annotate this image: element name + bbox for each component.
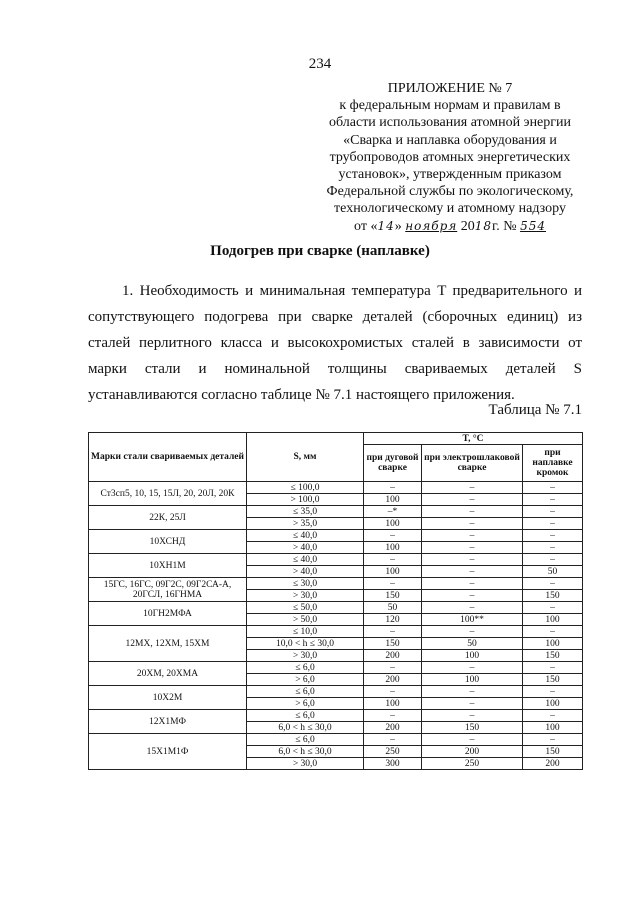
order-number: 554 <box>520 218 546 233</box>
table-row <box>89 734 583 746</box>
paragraph-text: 1. Необходимость и минимальная температура T предварительного и сопутствующего подогрева при сварке деталей (сборочных единиц) из сталей перлитного класса и высокохромистых сталей в зависимости от марки стали и номинальной толщины свариваемых деталей S устанавливаются согласно таблице № 7.1 настоящего приложения. <box>88 283 582 403</box>
cell-edge: – <box>523 602 583 614</box>
page-number: 234 <box>308 56 332 72</box>
cell-edge: – <box>523 686 583 698</box>
cell-electroslag: 100 <box>422 650 523 662</box>
cell-edge: 100 <box>523 614 583 626</box>
appendix-line: области использования атомной энергии <box>329 115 571 131</box>
appendix-line: к федеральным нормам и правилам в <box>339 98 561 114</box>
appendix-header <box>300 80 600 235</box>
cell-steel-grade: Ст3сп5, 10, 15, 15Л, 20, 20Л, 20К <box>89 482 247 506</box>
cell-s: > 35,0 <box>247 518 364 530</box>
cell-steel-grade: 10ГН2МФА <box>89 602 247 626</box>
cell-edge: 50 <box>523 566 583 578</box>
cell-edge: 150 <box>523 650 583 662</box>
body-paragraph <box>88 278 582 408</box>
cell-electroslag: 50 <box>422 638 523 650</box>
table-row <box>89 554 583 566</box>
cell-s: ≤ 40,0 <box>247 554 364 566</box>
order-reference: от «14» ноября 2018г. № 554 <box>354 218 546 234</box>
cell-electroslag: – <box>422 686 523 698</box>
cell-edge: – <box>523 734 583 746</box>
preheat-table <box>88 432 583 770</box>
cell-electroslag: – <box>422 542 523 554</box>
cell-steel-grade: 12Х1МФ <box>89 710 247 734</box>
cell-steel-grade: 22К, 25Л <box>89 506 247 530</box>
cell-arc: – <box>364 710 422 722</box>
cell-edge: 150 <box>523 674 583 686</box>
table-row <box>89 686 583 698</box>
cell-arc: –* <box>364 506 422 518</box>
cell-s: > 40,0 <box>247 566 364 578</box>
appendix-title: ПРИЛОЖЕНИЕ № 7 <box>387 81 513 96</box>
appendix-line: «Сварка и наплавка оборудования и <box>343 132 557 148</box>
cell-steel-grade: 10ХН1М <box>89 554 247 578</box>
table-row <box>89 530 583 542</box>
cell-electroslag: – <box>422 554 523 566</box>
cell-edge: 200 <box>523 758 583 770</box>
cell-s: > 50,0 <box>247 614 364 626</box>
cell-arc: 50 <box>364 602 422 614</box>
table-label: Таблица № 7.1 <box>488 402 582 418</box>
cell-arc: 100 <box>364 542 422 554</box>
cell-arc: 150 <box>364 590 422 602</box>
cell-edge: – <box>523 530 583 542</box>
cell-s: 10,0 < h ≤ 30,0 <box>247 638 364 650</box>
cell-electroslag: – <box>422 710 523 722</box>
cell-s: ≤ 30,0 <box>247 578 364 590</box>
table-row <box>89 506 583 518</box>
cell-edge: – <box>523 542 583 554</box>
cell-electroslag: – <box>422 518 523 530</box>
cell-electroslag: 100** <box>422 614 523 626</box>
cell-arc: – <box>364 578 422 590</box>
header-t: T, °C <box>364 433 583 445</box>
header-arc: при дуговой сварке <box>364 445 422 482</box>
cell-edge: – <box>523 662 583 674</box>
order-year: 18 <box>474 218 493 233</box>
cell-electroslag: 150 <box>422 722 523 734</box>
cell-s: ≤ 6,0 <box>247 710 364 722</box>
cell-electroslag: – <box>422 602 523 614</box>
cell-s: > 30,0 <box>247 758 364 770</box>
cell-steel-grade: 15Х1М1Ф <box>89 734 247 770</box>
cell-s: 6,0 < h ≤ 30,0 <box>247 746 364 758</box>
cell-arc: 100 <box>364 566 422 578</box>
cell-electroslag: – <box>422 482 523 494</box>
cell-steel-grade: 12МХ, 12ХМ, 15ХМ <box>89 626 247 662</box>
section-heading: Подогрев при сварке (наплавке) <box>210 243 430 259</box>
cell-steel-grade: 10ХСНД <box>89 530 247 554</box>
cell-arc: 100 <box>364 698 422 710</box>
table-row <box>89 578 583 590</box>
cell-arc: – <box>364 530 422 542</box>
cell-electroslag: 200 <box>422 746 523 758</box>
cell-edge: – <box>523 626 583 638</box>
appendix-line: трубопроводов атомных энергетических <box>329 149 571 165</box>
cell-arc: – <box>364 686 422 698</box>
cell-s: ≤ 6,0 <box>247 662 364 674</box>
cell-s: ≤ 40,0 <box>247 530 364 542</box>
cell-electroslag: – <box>422 698 523 710</box>
cell-s: > 40,0 <box>247 542 364 554</box>
cell-electroslag: – <box>422 494 523 506</box>
cell-electroslag: – <box>422 578 523 590</box>
cell-arc: 200 <box>364 650 422 662</box>
cell-arc: 150 <box>364 638 422 650</box>
cell-edge: 150 <box>523 590 583 602</box>
cell-edge: 100 <box>523 698 583 710</box>
cell-edge: – <box>523 494 583 506</box>
cell-steel-grade: 20ХМ, 20ХМА <box>89 662 247 686</box>
cell-electroslag: – <box>422 590 523 602</box>
cell-edge: – <box>523 578 583 590</box>
appendix-line: Федеральной службы по экологическому, <box>326 184 574 200</box>
cell-s: ≤ 35,0 <box>247 506 364 518</box>
cell-steel-grade: 10Х2М <box>89 686 247 710</box>
cell-s: ≤ 100,0 <box>247 482 364 494</box>
cell-edge: – <box>523 710 583 722</box>
cell-s: > 30,0 <box>247 650 364 662</box>
cell-s: > 6,0 <box>247 674 364 686</box>
appendix-line: установок», утвержденным приказом <box>338 167 562 183</box>
cell-electroslag: 250 <box>422 758 523 770</box>
cell-electroslag: – <box>422 506 523 518</box>
cell-electroslag: 100 <box>422 674 523 686</box>
cell-arc: – <box>364 554 422 566</box>
cell-s: ≤ 6,0 <box>247 686 364 698</box>
cell-arc: 200 <box>364 674 422 686</box>
cell-edge: 150 <box>523 746 583 758</box>
cell-electroslag: – <box>422 530 523 542</box>
cell-arc: 120 <box>364 614 422 626</box>
table-row <box>89 482 583 494</box>
cell-arc: – <box>364 626 422 638</box>
cell-arc: 100 <box>364 494 422 506</box>
cell-edge: – <box>523 506 583 518</box>
cell-arc: – <box>364 662 422 674</box>
cell-s: > 30,0 <box>247 590 364 602</box>
cell-s: 6,0 < h ≤ 30,0 <box>247 722 364 734</box>
cell-s: > 6,0 <box>247 698 364 710</box>
cell-s: ≤ 50,0 <box>247 602 364 614</box>
order-month: ноября <box>405 218 458 233</box>
cell-arc: 250 <box>364 746 422 758</box>
table-header-row <box>89 433 583 445</box>
cell-edge: – <box>523 554 583 566</box>
header-steel: Марки стали свариваемых деталей <box>89 433 247 482</box>
order-day: 14 <box>377 218 395 233</box>
cell-edge: – <box>523 518 583 530</box>
appendix-line: технологическому и атомному надзору <box>334 201 566 217</box>
cell-s: > 100,0 <box>247 494 364 506</box>
cell-arc: 200 <box>364 722 422 734</box>
cell-arc: – <box>364 734 422 746</box>
table-row <box>89 710 583 722</box>
cell-electroslag: – <box>422 734 523 746</box>
table-row <box>89 662 583 674</box>
cell-electroslag: – <box>422 566 523 578</box>
cell-edge: 100 <box>523 722 583 734</box>
cell-s: ≤ 10,0 <box>247 626 364 638</box>
header-s: S, мм <box>247 433 364 482</box>
cell-arc: – <box>364 482 422 494</box>
header-edge: при наплавке кромок <box>523 445 583 482</box>
cell-edge: 100 <box>523 638 583 650</box>
cell-arc: 300 <box>364 758 422 770</box>
table-row <box>89 602 583 614</box>
table-row <box>89 626 583 638</box>
cell-steel-grade: 15ГС, 16ГС, 09Г2С, 09Г2СА-А, 20ГСЛ, 16ГНМА <box>89 578 247 602</box>
cell-edge: – <box>523 482 583 494</box>
header-electroslag: при электрошлаковой сварке <box>422 445 523 482</box>
cell-electroslag: – <box>422 662 523 674</box>
cell-arc: 100 <box>364 518 422 530</box>
cell-electroslag: – <box>422 626 523 638</box>
cell-s: ≤ 6,0 <box>247 734 364 746</box>
